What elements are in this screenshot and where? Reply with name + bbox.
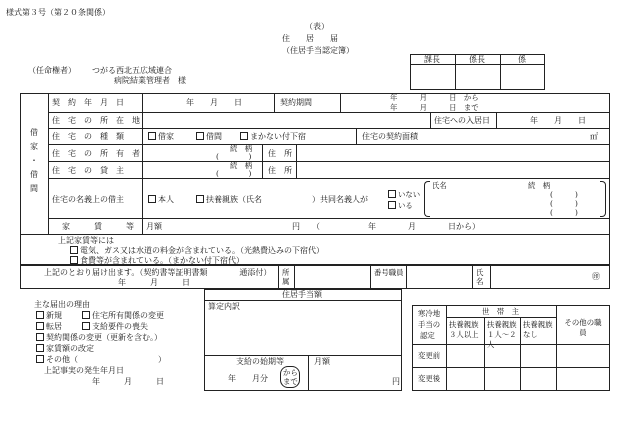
- type-label: 住 宅 の 種 類: [52, 132, 124, 141]
- owner-address-label: 住 所: [268, 149, 292, 158]
- floor-area-label: 住宅の契約面積: [362, 132, 418, 141]
- rent-note-title: 上記家賃等には: [58, 236, 114, 245]
- allowance-title: 住居手当額: [282, 290, 322, 299]
- reason-move[interactable]: 転居: [36, 322, 62, 331]
- reason-new[interactable]: 新規: [36, 311, 62, 320]
- checkbox[interactable]: [388, 190, 396, 198]
- rent-label: 家 賃 等: [62, 222, 134, 231]
- reasons-title: 主な届出の理由: [34, 300, 90, 309]
- period-to-field[interactable]: 年 月 日 まで: [390, 103, 479, 112]
- cold-label-3: 認定: [420, 331, 435, 340]
- staff-no-label: 番号職員: [374, 268, 404, 277]
- monthly-label: 月額: [314, 357, 330, 366]
- submission-statement: 上記のとおり届け出ます。（契約書等証明書類 通添付）: [44, 268, 272, 277]
- checkbox[interactable]: [196, 195, 204, 203]
- authority-org: つがる西北五広域連合: [92, 66, 172, 75]
- stamp-subchief: 係長: [469, 55, 485, 64]
- checkbox[interactable]: [196, 132, 204, 140]
- rent-note-utilities[interactable]: 電気、ガス又は水道の料金が含まれている。（光熱費込みの下宿代）: [70, 246, 324, 255]
- authority-label: （任命権者）: [28, 66, 76, 75]
- authority-name: 病院結業管理者 様: [114, 76, 186, 85]
- form-page: 様式第３号（第２０条関係） （表） 住 居 届 （住居手当認定簿） （任命権者） つがる西北五広域連合 病院結業管理者 様 課長 係長 係 借 家 ・ 借 間 契 約 年 月 日 年 月 日 契約期間 年 月 日 から 年 月 日 まで 住 宅 の 所 在 地 住宅への入居日 年 月 日 住 宅 の 種 類 借家 借間 まかない付下宿 住宅の契約面積 ㎡ 住 宅 の 所 有 者 続 柄 ( ) 住 所 住 宅 の 貸 主 続 柄 ( ) 住 所 住宅の名義上の借主 本人 扶養親族（氏名 ）共同名義人が いない いる 氏名 続 柄 ( ) ( ) ( ) 家 賃 等 月額 円 （ 年 月 日から） 上記家賃等には 電気、ガス又は水道の料金が含まれている。（光熱費込みの下宿代） 食費等が含まれている。（まかない付下宿代） 上記のとおり届け出ます。（契約書等証明書類 通添付） 年 月 日 所属 番号職員 氏名 ㊞ 主な届出の理由 新規 住宅所有関係の変更 転居 支給要件の喪失 契約関係の変更（更新を含む。） 家賃額の改定 その他（ ） 上記事実の発生年月日 年 月 日 住居手当額 算定内訳 支給の始期等 月額 年 月分 から まで 円 寒冷地 手当の 認定 世 帯 主 扶養親族３人以上 扶養親族１人～２人 扶養親族なし その他の職 員 変更前 変更後: [0, 0, 630, 439]
- stamp-chief: 課長: [424, 55, 440, 64]
- checkbox[interactable]: [82, 311, 90, 319]
- rent-monthly-label: 月額: [146, 222, 162, 231]
- name-holder-label: 住宅の名義上の借主: [52, 195, 124, 204]
- seal-mark: ㊞: [592, 272, 600, 281]
- fact-date-label: 上記事実の発生年月日: [44, 366, 124, 375]
- move-in-label: 住宅への入居日: [434, 116, 490, 125]
- stamp-staff: 係: [518, 55, 526, 64]
- holder-option-self[interactable]: 本人: [148, 195, 174, 204]
- checkbox[interactable]: [36, 344, 44, 352]
- form-number: 様式第３号（第２０条関係）: [6, 8, 110, 17]
- contract-date-field[interactable]: 年 月 日: [186, 98, 242, 107]
- owner-label: 住 宅 の 所 有 者: [52, 149, 140, 158]
- start-field[interactable]: 年 月分: [228, 374, 268, 383]
- co-name-label: 氏名: [432, 181, 447, 190]
- co-holder-label: ）共同名義人が: [312, 195, 368, 204]
- start-label: 支給の始期等: [236, 357, 284, 366]
- co-none-option[interactable]: いない: [388, 190, 420, 199]
- row-after: 変更後: [418, 374, 441, 383]
- reason-rent[interactable]: 家賃額の改定: [36, 344, 94, 353]
- dept-label: 所属: [282, 268, 290, 286]
- checkbox[interactable]: [240, 132, 248, 140]
- owner-relation-paren: ( ): [216, 152, 252, 161]
- floor-unit: ㎡: [590, 132, 598, 141]
- row-before: 変更前: [418, 351, 441, 360]
- front-label: （表）: [305, 22, 329, 31]
- calc-label: 算定内訳: [208, 302, 240, 311]
- checkbox[interactable]: [148, 195, 156, 203]
- form-subtitle: （住居手当認定簿）: [282, 46, 354, 55]
- checkbox[interactable]: [36, 322, 44, 330]
- checkbox[interactable]: [70, 246, 78, 254]
- lender-label: 住 宅 の 貸 主: [52, 166, 124, 175]
- reason-ownership[interactable]: 住宅所有関係の変更: [82, 311, 164, 320]
- fact-date-field[interactable]: 年 月 日: [92, 377, 164, 386]
- type-option-house[interactable]: 借家: [148, 132, 174, 141]
- col-dependents-none: 扶養親族なし: [523, 320, 553, 339]
- householder-label: 世 帯 主: [482, 307, 519, 316]
- lender-relation-paren: ( ): [216, 169, 252, 178]
- col-dependents-3plus: 扶養親族３人以上: [449, 320, 479, 339]
- checkbox[interactable]: [36, 311, 44, 319]
- rent-amount-field[interactable]: 円 （ 年 月 日から）: [292, 222, 480, 231]
- col-dependents-1to2: 扶養親族１人～２人: [487, 320, 517, 349]
- reason-loss[interactable]: 支給要件の喪失: [82, 322, 148, 331]
- name-label: 氏名: [476, 268, 484, 286]
- move-in-field[interactable]: 年 月 日: [530, 116, 586, 125]
- cold-label-2: 手当の: [418, 320, 441, 329]
- from-to-label: から まで: [283, 368, 306, 386]
- form-title: 住 居 届: [282, 34, 338, 43]
- cold-label-1: 寒冷地: [418, 309, 441, 318]
- contract-date-label: 契 約 年 月 日: [52, 98, 124, 107]
- reason-contract[interactable]: 契約関係の変更（更新を含む。）: [36, 333, 162, 342]
- lender-relation-label: 続 柄: [230, 161, 253, 170]
- holder-option-dependent[interactable]: 扶養親族（氏名: [196, 195, 262, 204]
- type-option-lodging[interactable]: まかない付下宿: [240, 132, 306, 141]
- location-label: 住 宅 の 所 在 地: [52, 116, 140, 125]
- lender-address-label: 住 所: [268, 166, 292, 175]
- yen-label: 円: [392, 377, 400, 386]
- co-exists-option[interactable]: いる: [388, 201, 413, 210]
- co-relation-label: 続 柄: [528, 181, 551, 190]
- checkbox[interactable]: [36, 355, 44, 363]
- col-other-staff: その他の職 員: [564, 318, 617, 337]
- checkbox[interactable]: [148, 132, 156, 140]
- period-from-field[interactable]: 年 月 日 から: [390, 93, 479, 102]
- contract-period-label: 契約期間: [280, 98, 312, 107]
- owner-relation-label: 続 柄: [230, 144, 253, 153]
- side-label: 借 家 ・ 借 間: [30, 128, 38, 193]
- type-option-room[interactable]: 借間: [196, 132, 222, 141]
- checkbox[interactable]: [70, 256, 78, 264]
- checkbox[interactable]: [388, 201, 396, 209]
- checkbox[interactable]: [36, 333, 44, 341]
- submission-date[interactable]: 年 月 日: [118, 278, 190, 287]
- reason-other[interactable]: その他（ ）: [36, 355, 166, 364]
- checkbox[interactable]: [82, 322, 90, 330]
- rent-note-meals[interactable]: 食費等が含まれている。（まかない付下宿代）: [70, 256, 244, 265]
